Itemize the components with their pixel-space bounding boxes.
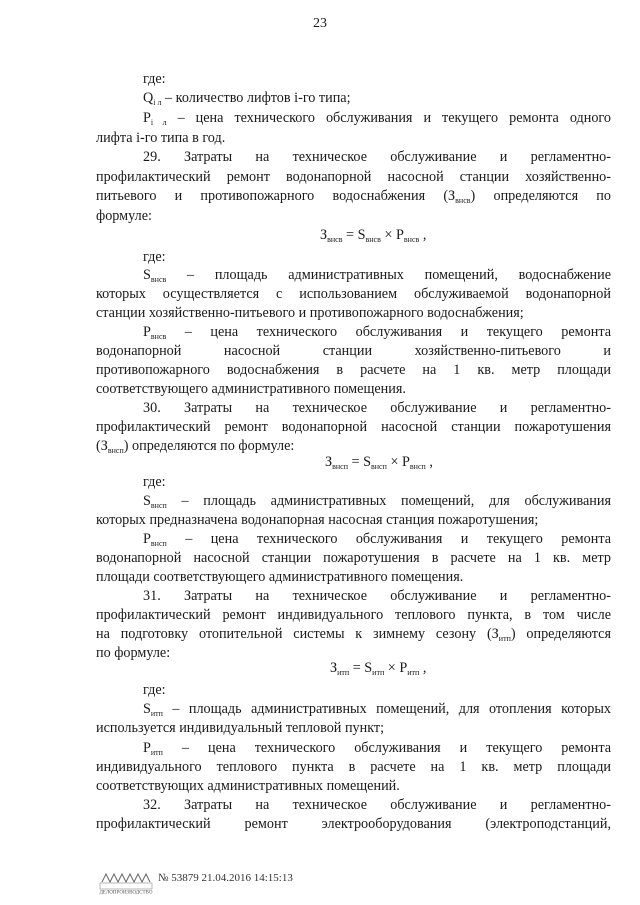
text-line: $(З_{внсп})$ определяются по формуле: — [96, 438, 295, 455]
text-line: которых предназначена водонапорная насосная станция пожаротушения; — [96, 512, 539, 528]
page-number: 23 — [313, 16, 327, 31]
text-line: используется индивидуальный тепловой пункт; — [96, 720, 385, 736]
text-line: где: — [143, 474, 166, 490]
text-line: индивидуального теплового пункта в расчете на 1 кв. метр площади — [96, 759, 611, 775]
text-line: $Q_{i л}$ – количество лифтов i-го типа; — [143, 90, 351, 107]
text-line: профилактический ремонт водонапорной насосной станции хозяйственно- — [96, 169, 611, 185]
formula-znsp: $З_{внсп} = S_{внсп} \times Р_{внсп}$ , — [325, 454, 433, 471]
registration-number: № 53879 21.04.2016 14:15:13 — [158, 872, 293, 884]
text-line: $S_{внсв}$ – площадь административных помещений, водоснабжение — [143, 267, 611, 284]
text-line: которых осуществляется с использованием обслуживаемой водонапорной — [96, 286, 611, 302]
text-line: станции хозяйственно-питьевого и противопожарного водоснабжения; — [96, 305, 524, 321]
paragraph-32-start: 32. Затраты на техническое обслуживание и регламентно- — [143, 797, 611, 813]
text-line: на подготовку отопительной системы к зимнему сезону $(З_{итп})$ определяются — [96, 626, 612, 643]
text-line: водонапорной насосной станции пожаротушения в расчете на 1 кв. метр — [96, 550, 611, 566]
text-line: $S_{внсп}$ – площадь административных помещений, для обслуживания — [143, 493, 611, 510]
text-line: питьевого и противопожарного водоснабжения $(З_{внсв})$ определяются по — [96, 188, 611, 205]
text-line: площади соответствующего административного помещения. — [96, 569, 464, 585]
text-line: $S_{итп}$ – площадь административных помещений, для отопления которых — [143, 701, 611, 718]
text-line: где: — [143, 71, 166, 87]
office-stamp-icon — [96, 868, 156, 896]
text-line: профилактический ремонт электрооборудования (электроподстанций, — [96, 816, 611, 832]
formula-znsv: $З_{внсв} = S_{внсв} \times Р_{внсв}$ , — [320, 227, 427, 244]
paragraph-29-start: 29. Затраты на техническое обслуживание и регламентно- — [143, 149, 611, 165]
text-line: профилактический ремонт индивидуального теплового пункта, в том числе — [96, 607, 611, 623]
text-line: по формуле: — [96, 645, 171, 661]
text-line: лифта i-го типа в год. — [96, 130, 226, 146]
text-line: $Р_{внсп}$ – цена технического обслуживания и текущего ремонта — [143, 531, 611, 548]
text-line: формуле: — [96, 208, 152, 224]
text-line: противопожарного водоснабжения в расчете на 1 кв. метр площади — [96, 362, 611, 378]
text-line: $Р_{i л}$ – цена технического обслуживания и текущего ремонта одного — [143, 110, 611, 127]
text-line: соответствующих административных помещений. — [96, 778, 400, 794]
stamp-text: ДЕЛОПРОИЗВОДСТВО — [99, 890, 153, 896]
paragraph-31-start: 31. Затраты на техническое обслуживание и регламентно- — [143, 588, 611, 604]
text-line: $Р_{внсв}$ – цена технического обслуживания и текущего ремонта — [143, 324, 611, 341]
text-line: соответствующего административного помещения. — [96, 381, 406, 397]
paragraph-30-start: 30. Затраты на техническое обслуживание и регламентно- — [143, 400, 611, 416]
text-line: профилактический ремонт водонапорной насосной станции пожаротушения — [96, 419, 611, 435]
text-line: где: — [143, 682, 166, 698]
text-line: водонапорной насосной станции хозяйственно-питьевого и — [96, 343, 611, 359]
text-line: $Р_{итп}$ – цена технического обслуживания и текущего ремонта — [143, 740, 611, 757]
formula-zitp: $З_{итп} = S_{итп} \times Р_{итп}$ , — [330, 660, 427, 677]
text-line: где: — [143, 249, 166, 265]
